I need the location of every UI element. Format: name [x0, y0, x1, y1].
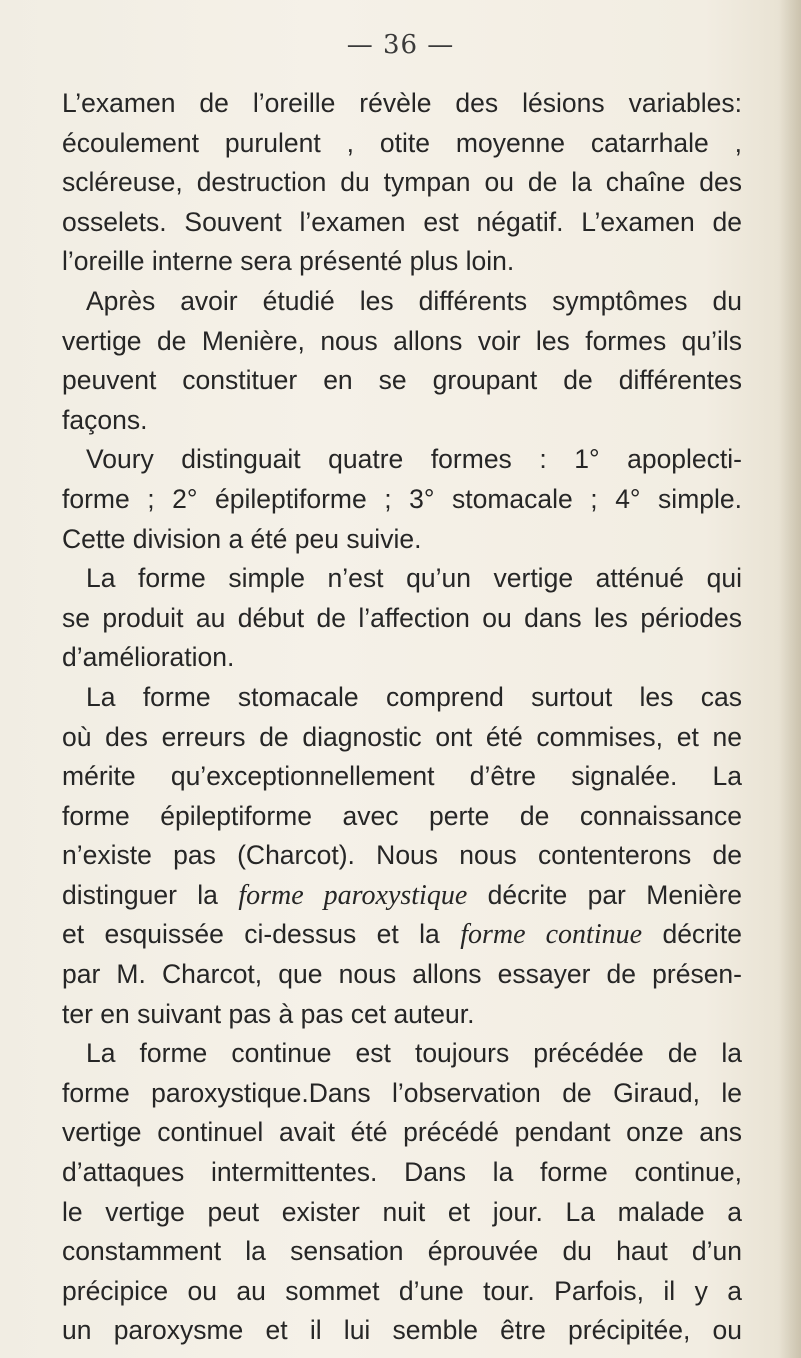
- text-line: le vertige peut exister nuit et jour. La malade a: [62, 1196, 742, 1227]
- text-line: façons.: [62, 404, 148, 435]
- text-line: écoulement purulent , otite moyenne catarrhale ,: [62, 127, 742, 158]
- text-line: par M. Charcot, que nous allons essayer de présen-: [62, 959, 742, 990]
- text-line: n’existe pas (Charcot). Nous nous contenterons de: [62, 840, 742, 871]
- text-line: forme ; 2° épileptiforme ; 3° stomacale ; 4° simple.: [62, 483, 742, 514]
- text-line: La forme continue est toujours précédée de la: [86, 1038, 742, 1069]
- text-line: vertige continuel avait été précédé pendant onze ans: [62, 1117, 742, 1148]
- italic-term: forme continue: [460, 919, 643, 951]
- text-line: précipice ou au sommet d’une tour. Parfois, il y a: [62, 1275, 742, 1306]
- text-line: forme paroxystique.Dans l’observation de Giraud, le: [62, 1077, 742, 1108]
- body-text: [62, 84, 742, 1351]
- text-line: Après avoir étudié les différents symptômes du: [86, 285, 742, 316]
- text-line: l’oreille interne sera présenté plus loin.: [62, 246, 515, 277]
- text-line: ter en suivant pas à pas cet auteur.: [62, 998, 475, 1029]
- text-segment: distinguer la: [62, 879, 239, 910]
- page-number-header: — 36 —: [346, 30, 455, 60]
- text-line: d’amélioration.: [62, 642, 235, 673]
- text-line: vertige de Menière, nous allons voir les formes qu’ils: [62, 325, 742, 356]
- text-line: où des erreurs de diagnostic ont été commises, et ne: [62, 721, 742, 752]
- text-line: La forme simple n’est qu’un vertige atténué qui: [86, 563, 742, 594]
- text-line: peuvent constituer en se groupant de différentes: [62, 365, 742, 396]
- text-line: scléreuse, destruction du tympan ou de la chaîne des: [62, 167, 742, 198]
- text-line: forme épileptiforme avec perte de connaissance: [62, 800, 742, 831]
- text-line: [62, 876, 742, 916]
- text-line: osselets. Souvent l’examen est négatif. L’examen de: [62, 206, 742, 237]
- text-line: constamment la sensation éprouvée du haut d’un: [62, 1236, 742, 1267]
- text-line: [62, 915, 742, 955]
- text-segment: décrite par Menière: [467, 879, 743, 910]
- italic-term: forme paroxystique: [238, 879, 468, 911]
- text-line: mérite qu’exceptionnellement d’être signalée. La: [62, 761, 742, 792]
- text-line: d’attaques intermittentes. Dans la forme continue,: [62, 1157, 742, 1188]
- text-segment: et esquissée ci-dessus et la: [62, 919, 461, 950]
- text-line: Cette division a été peu suivie.: [62, 523, 422, 554]
- text-line: un paroxysme et il lui semble être précipitée, ou: [62, 1315, 742, 1346]
- text-line: La forme stomacale comprend surtout les cas: [86, 681, 742, 712]
- text-line: se produit au début de l’affection ou dans les périodes: [62, 602, 742, 633]
- page-edge-shadow: [779, 0, 801, 1358]
- text-segment: décrite: [642, 919, 742, 950]
- text-line: Voury distinguait quatre formes : 1° apoplecti-: [86, 444, 742, 475]
- text-line: L’examen de l’oreille révèle des lésions variables:: [62, 88, 742, 118]
